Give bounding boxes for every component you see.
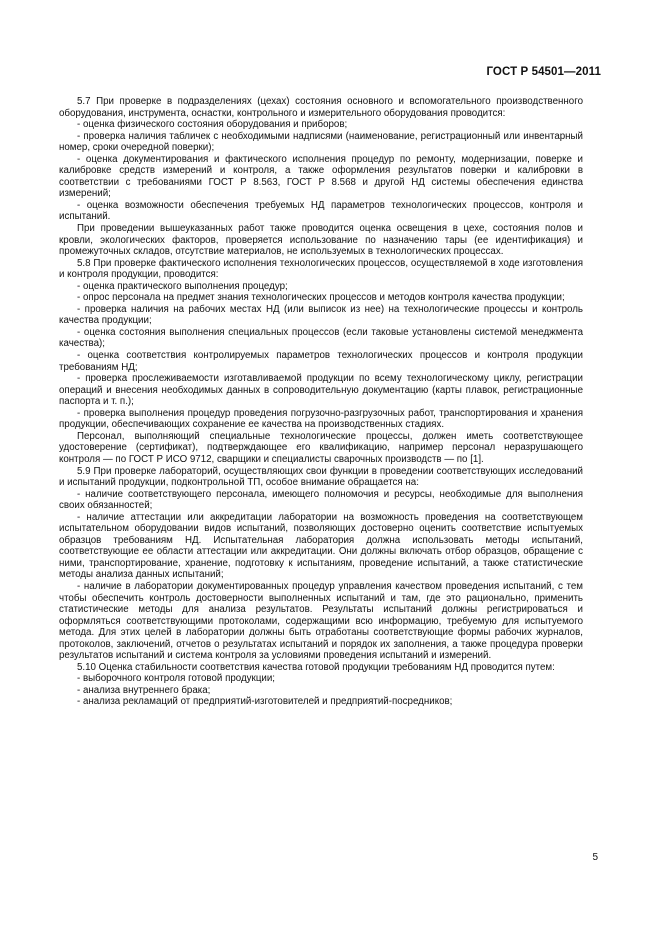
list-item: - проверка наличия на рабочих местах НД (или выписок из нее) на технологические процессы и контроль качества продукции; (59, 303, 583, 327)
list-item: - анализа рекламаций от предприятий-изготовителей и предприятий-посредников; (77, 696, 453, 708)
paragraph-5-10: 5.10 Оценка стабильности соответствия качества готовой продукции требованиям НД проводится путем: (77, 661, 555, 673)
list-item: - выборочного контроля готовой продукции; (77, 673, 275, 685)
list-item: - оценка документирования и фактического исполнения процедур по ремонту, модернизации, поверке и калибровке средств измерений и контроля, а также оформления результатов поверки и калибровки в соответствии с требованиями ГОСТ Р 8.563, ГОСТ Р 8.568 и другой НД системы обеспечения единства измерений; (59, 153, 583, 200)
paragraph: Персонал, выполняющий специальные технологические процессы, должен иметь соответствующее удостоверение (сертификат), подтверждающее его квалификацию, например персонал неразрушающего контроля — по ГОСТ Р ИСО 9712, сварщики и специалисты сварочных производств — по [1]. (59, 430, 583, 465)
list-item: - оценка состояния выполнения специальных процессов (если таковые установлены системой менеджмента качества); (59, 326, 583, 350)
list-item: - оценка практического выполнения процедур; (77, 280, 288, 292)
page-number: 5 (592, 852, 598, 863)
list-item: - опрос персонала на предмет знания технологических процессов и методов контроля качества продукции; (77, 292, 565, 304)
document-number: ГОСТ Р 54501—2011 (486, 66, 601, 78)
list-item: - проверка наличия табличек с необходимыми надписями (наименование, регистрационный или инвентарный номер, сроки очередной поверки); (59, 130, 583, 154)
list-item: - наличие в лаборатории документированных процедур управления качеством проведения испытаний, с тем чтобы обеспечить контроль достоверности выполненных испытаний и там, где это рационально, применить статистические методы для анализа результатов. Результаты испытаний должны регистрироваться и оформляться соответствующими протоколами, содержащими всю информацию, требуемую для испытуемого метода. Для этих целей в лаборатории должны быть отработаны соответствующие формы рабочих журналов, протоколов, заключений, отчетов о результатах испытаний и порядок их заполнения, а также процедура проверки результатов испытаний и система контроля за условиями проведения испытаний и измерений. (59, 580, 583, 662)
paragraph-5-9: 5.9 При проверке лабораторий, осуществляющих свои функции в проведении соответствующих исследований и испытаний продукции, подконтрольной ТП, особое внимание обращается на: (59, 465, 583, 489)
list-item: - оценка физического состояния оборудования и приборов; (77, 119, 348, 131)
list-item: - оценка возможности обеспечения требуемых НД параметров технологических процессов, контроля и испытаний. (59, 199, 583, 223)
paragraph-5-8: 5.8 При проверке фактического исполнения технологических процессов, осуществляемой в ходе изготовления и контроля продукции, проводится: (59, 257, 583, 281)
list-item: - проверка прослеживаемости изготавливаемой продукции по всему технологическому циклу, регистрации операций и внесения необходимых данных в сопроводительную документацию (карты плавок, регистрационные паспорта и т. п.); (59, 373, 583, 408)
list-item: - анализа внутреннего брака; (77, 684, 211, 696)
paragraph: При проведении вышеуказанных работ также проводится оценка освещения в цехе, состояния полов и кровли, экологических факторов, проверяется использование по назначению тары (ее идентификация) и промежуточных складов, отсутствие материалов, не используемых в технологических процессах. (59, 223, 583, 258)
list-item: - наличие аттестации или аккредитации лаборатории на возможность проведения на соответствующем испытательном оборудовании видов испытаний, позволяющих достоверно оценить соответствие испытуемых образцов требованиям НД. Испытательная лаборатория должна использовать методы испытаний, соответствующие ее области аттестации или аккредитации. Они должны включать отбор образцов, обращение с ними, транспортирование, хранение, подготовку к испытаниям, проведение испытаний, а также статистические методы анализа данных испытаний; (59, 511, 583, 581)
list-item: - наличие соответствующего персонала, имеющего полномочия и ресурсы, необходимые для выполнения своих обязанностей; (59, 488, 583, 512)
list-item: - оценка соответствия контролируемых параметров технологических процессов и контроля продукции требованиям НД; (59, 350, 583, 373)
paragraph-5-7: 5.7 При проверке в подразделениях (цехах) состояния основного и вспомогательного производственного оборудования, инструмента, оснастки, контрольного и измерительного оборудования проводится: (59, 96, 583, 119)
body-text (59, 96, 583, 708)
list-item: - проверка выполнения процедур проведения погрузочно-разгрузочных работ, транспортирования и хранения продукции, обеспечивающих сохранение ее качества на производственных стадиях. (59, 407, 583, 431)
